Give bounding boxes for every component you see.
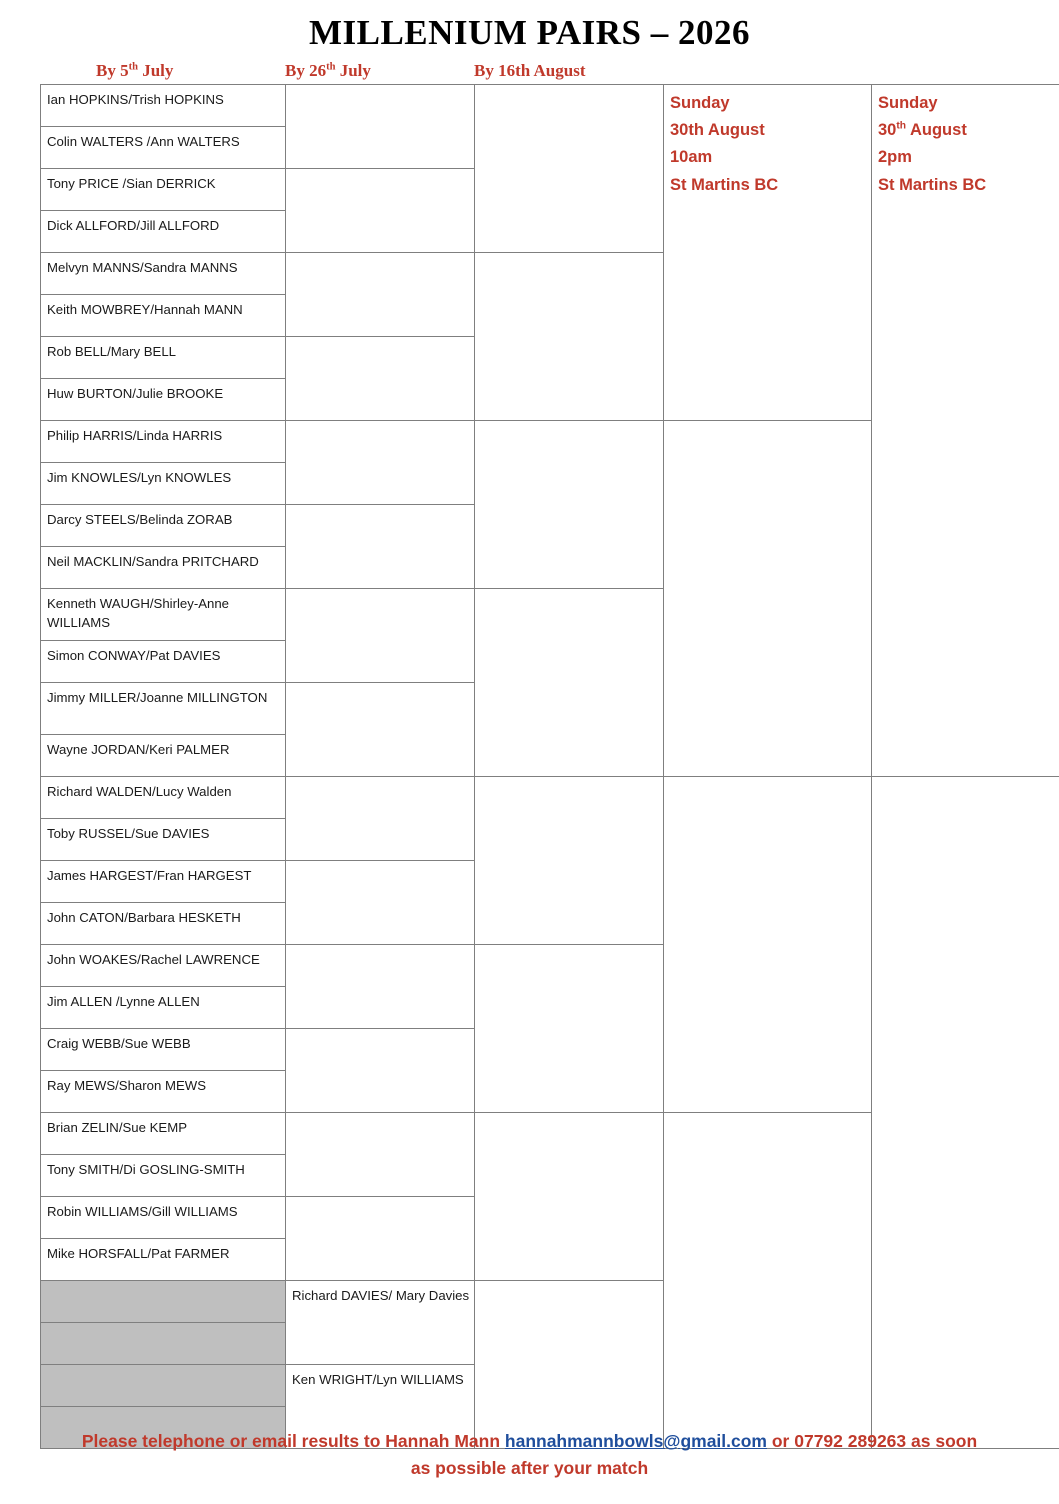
entrant-cell[interactable]: James HARGEST/Fran HARGEST — [41, 861, 286, 903]
entrant-cell[interactable]: Robin WILLIAMS/Gill WILLIAMS — [41, 1197, 286, 1239]
entrant-cell[interactable]: Ian HOPKINS/Trish HOPKINS — [41, 85, 286, 127]
entrant-cell[interactable]: Melvyn MANNS/Sandra MANNS — [41, 253, 286, 295]
entrant-cell[interactable]: Dick ALLFORD/Jill ALLFORD — [41, 211, 286, 253]
results-contact-footer — [0, 1428, 1059, 1482]
entrant-cell[interactable]: Tony PRICE /Sian DERRICK — [41, 169, 286, 211]
entrant-cell[interactable]: Colin WALTERS /Ann WALTERS — [41, 127, 286, 169]
deadline-header-row — [0, 61, 1059, 87]
entrant-cell[interactable]: Kenneth WAUGH/Shirley-Anne WILLIAMS — [41, 589, 286, 641]
entrant-cell[interactable]: Darcy STEELS/Belinda ZORAB — [41, 505, 286, 547]
entrant-cell[interactable]: Mike HORSFALL/Pat FARMER — [41, 1239, 286, 1281]
deadline-round1-prefix: By 5 — [96, 60, 129, 80]
round2-slot[interactable] — [286, 777, 475, 861]
entrant-cell[interactable]: Tony SMITH/Di GOSLING-SMITH — [41, 1155, 286, 1197]
round2-slot[interactable] — [286, 337, 475, 421]
deadline-round1 — [96, 61, 173, 81]
entrant-cell[interactable]: Keith MOWBREY/Hannah MANN — [41, 295, 286, 337]
round2-slot[interactable] — [286, 1029, 475, 1113]
deadline-round1-suffix: July — [137, 60, 174, 80]
semifinal-weekday: Sunday — [670, 94, 730, 112]
entrant-cell[interactable]: Richard WALDEN/Lucy Walden — [41, 777, 286, 819]
round3-slot[interactable] — [475, 945, 664, 1113]
final-cell[interactable] — [872, 85, 1059, 777]
round2-slot[interactable] — [286, 421, 475, 505]
semifinal-date-day: 30th — [670, 121, 704, 140]
semifinal-time: 10am — [670, 148, 713, 167]
page-title: MILLENIUM PAIRS – 2026 — [308, 13, 751, 52]
round3-slot[interactable] — [475, 777, 664, 945]
bye-cell[interactable] — [41, 1323, 286, 1365]
round2-slot[interactable] — [286, 683, 475, 777]
round3-slot[interactable] — [475, 589, 664, 777]
final-venue: St Martins BC — [878, 175, 987, 194]
entrant-cell[interactable]: John WOAKES/Rachel LAWRENCE — [41, 945, 286, 987]
entrant-cell[interactable]: Brian ZELIN/Sue KEMP — [41, 1113, 286, 1155]
deadline-round2-prefix: By 26 — [285, 60, 327, 80]
bye-cell[interactable] — [41, 1281, 286, 1323]
round2-slot[interactable] — [286, 85, 475, 169]
round3-slot[interactable] — [475, 1113, 664, 1281]
semifinal-venue: St Martins BC — [670, 175, 779, 194]
entrant-cell[interactable]: Ray MEWS/Sharon MEWS — [41, 1071, 286, 1113]
entrant-cell[interactable]: Wayne JORDAN/Keri PALMER — [41, 735, 286, 777]
semifinal-cell[interactable] — [664, 85, 872, 421]
deadline-round2 — [285, 61, 371, 81]
final-date-ordinal: th — [896, 120, 907, 132]
round2-slot[interactable] — [286, 1197, 475, 1281]
semifinal-cell[interactable] — [664, 777, 872, 1113]
entrant-cell[interactable]: Craig WEBB/Sue WEBB — [41, 1029, 286, 1071]
round2-slot[interactable] — [286, 945, 475, 1029]
entrant-cell[interactable]: Jim KNOWLES/Lyn KNOWLES — [41, 463, 286, 505]
entrant-cell[interactable]: Jimmy MILLER/Joanne MILLINGTON — [41, 683, 286, 735]
footer-text-after: or 07792 289263 as soon as possible after your match — [410, 1431, 978, 1479]
entrant-cell[interactable]: Rob BELL/Mary BELL — [41, 337, 286, 379]
footer-text-before: Please telephone or email results to Hannah Mann — [81, 1431, 505, 1451]
contact-email-link[interactable]: hannahmannbowls@gmail.com — [504, 1431, 767, 1451]
semifinal-date-month: August — [703, 121, 765, 140]
deadline-round3-prefix: By 16th August — [474, 60, 586, 80]
entrant-cell[interactable]: Neil MACKLIN/Sandra PRITCHARD — [41, 547, 286, 589]
final-time: 2pm — [878, 148, 912, 167]
round2-slot[interactable] — [286, 169, 475, 253]
tournament-bracket — [40, 84, 1059, 1449]
final-date-day: 30 — [878, 121, 897, 140]
round3-slot[interactable] — [475, 85, 664, 253]
bracket-table-container — [40, 84, 1059, 1449]
round3-slot[interactable] — [475, 1281, 664, 1449]
entrant-cell[interactable]: Toby RUSSEL/Sue DAVIES — [41, 819, 286, 861]
entrant-cell[interactable]: John CATON/Barbara HESKETH — [41, 903, 286, 945]
round3-slot[interactable] — [475, 253, 664, 421]
round2-slot[interactable] — [286, 1113, 475, 1197]
round2-slot[interactable]: Ken WRIGHT/Lyn WILLIAMS — [286, 1365, 475, 1449]
deadline-round3 — [474, 61, 585, 81]
round2-slot[interactable] — [286, 589, 475, 683]
round2-slot[interactable] — [286, 505, 475, 589]
entrant-cell[interactable]: Jim ALLEN /Lynne ALLEN — [41, 987, 286, 1029]
bracket-row — [41, 777, 1059, 819]
semifinal-cell[interactable] — [664, 421, 872, 777]
deadline-round2-suffix: July — [335, 60, 371, 80]
final-date-month: August — [906, 121, 967, 140]
final-weekday: Sunday — [878, 94, 938, 112]
round3-slot[interactable] — [475, 421, 664, 589]
round2-slot[interactable] — [286, 861, 475, 945]
bracket-row — [41, 85, 1059, 127]
round2-slot[interactable] — [286, 253, 475, 337]
entrant-cell[interactable]: Huw BURTON/Julie BROOKE — [41, 379, 286, 421]
final-fixture-details — [878, 90, 1059, 199]
entrant-cell[interactable]: Philip HARRIS/Linda HARRIS — [41, 421, 286, 463]
round2-slot[interactable]: Richard DAVIES/ Mary Davies — [286, 1281, 475, 1365]
deadline-round2-sup: th — [326, 60, 336, 72]
final-cell[interactable] — [872, 777, 1059, 1449]
bye-cell[interactable] — [41, 1365, 286, 1407]
semifinal-fixture-details — [670, 90, 871, 199]
deadline-round1-sup: th — [128, 60, 138, 72]
entrant-cell[interactable]: Simon CONWAY/Pat DAVIES — [41, 641, 286, 683]
semifinal-cell[interactable] — [664, 1113, 872, 1449]
